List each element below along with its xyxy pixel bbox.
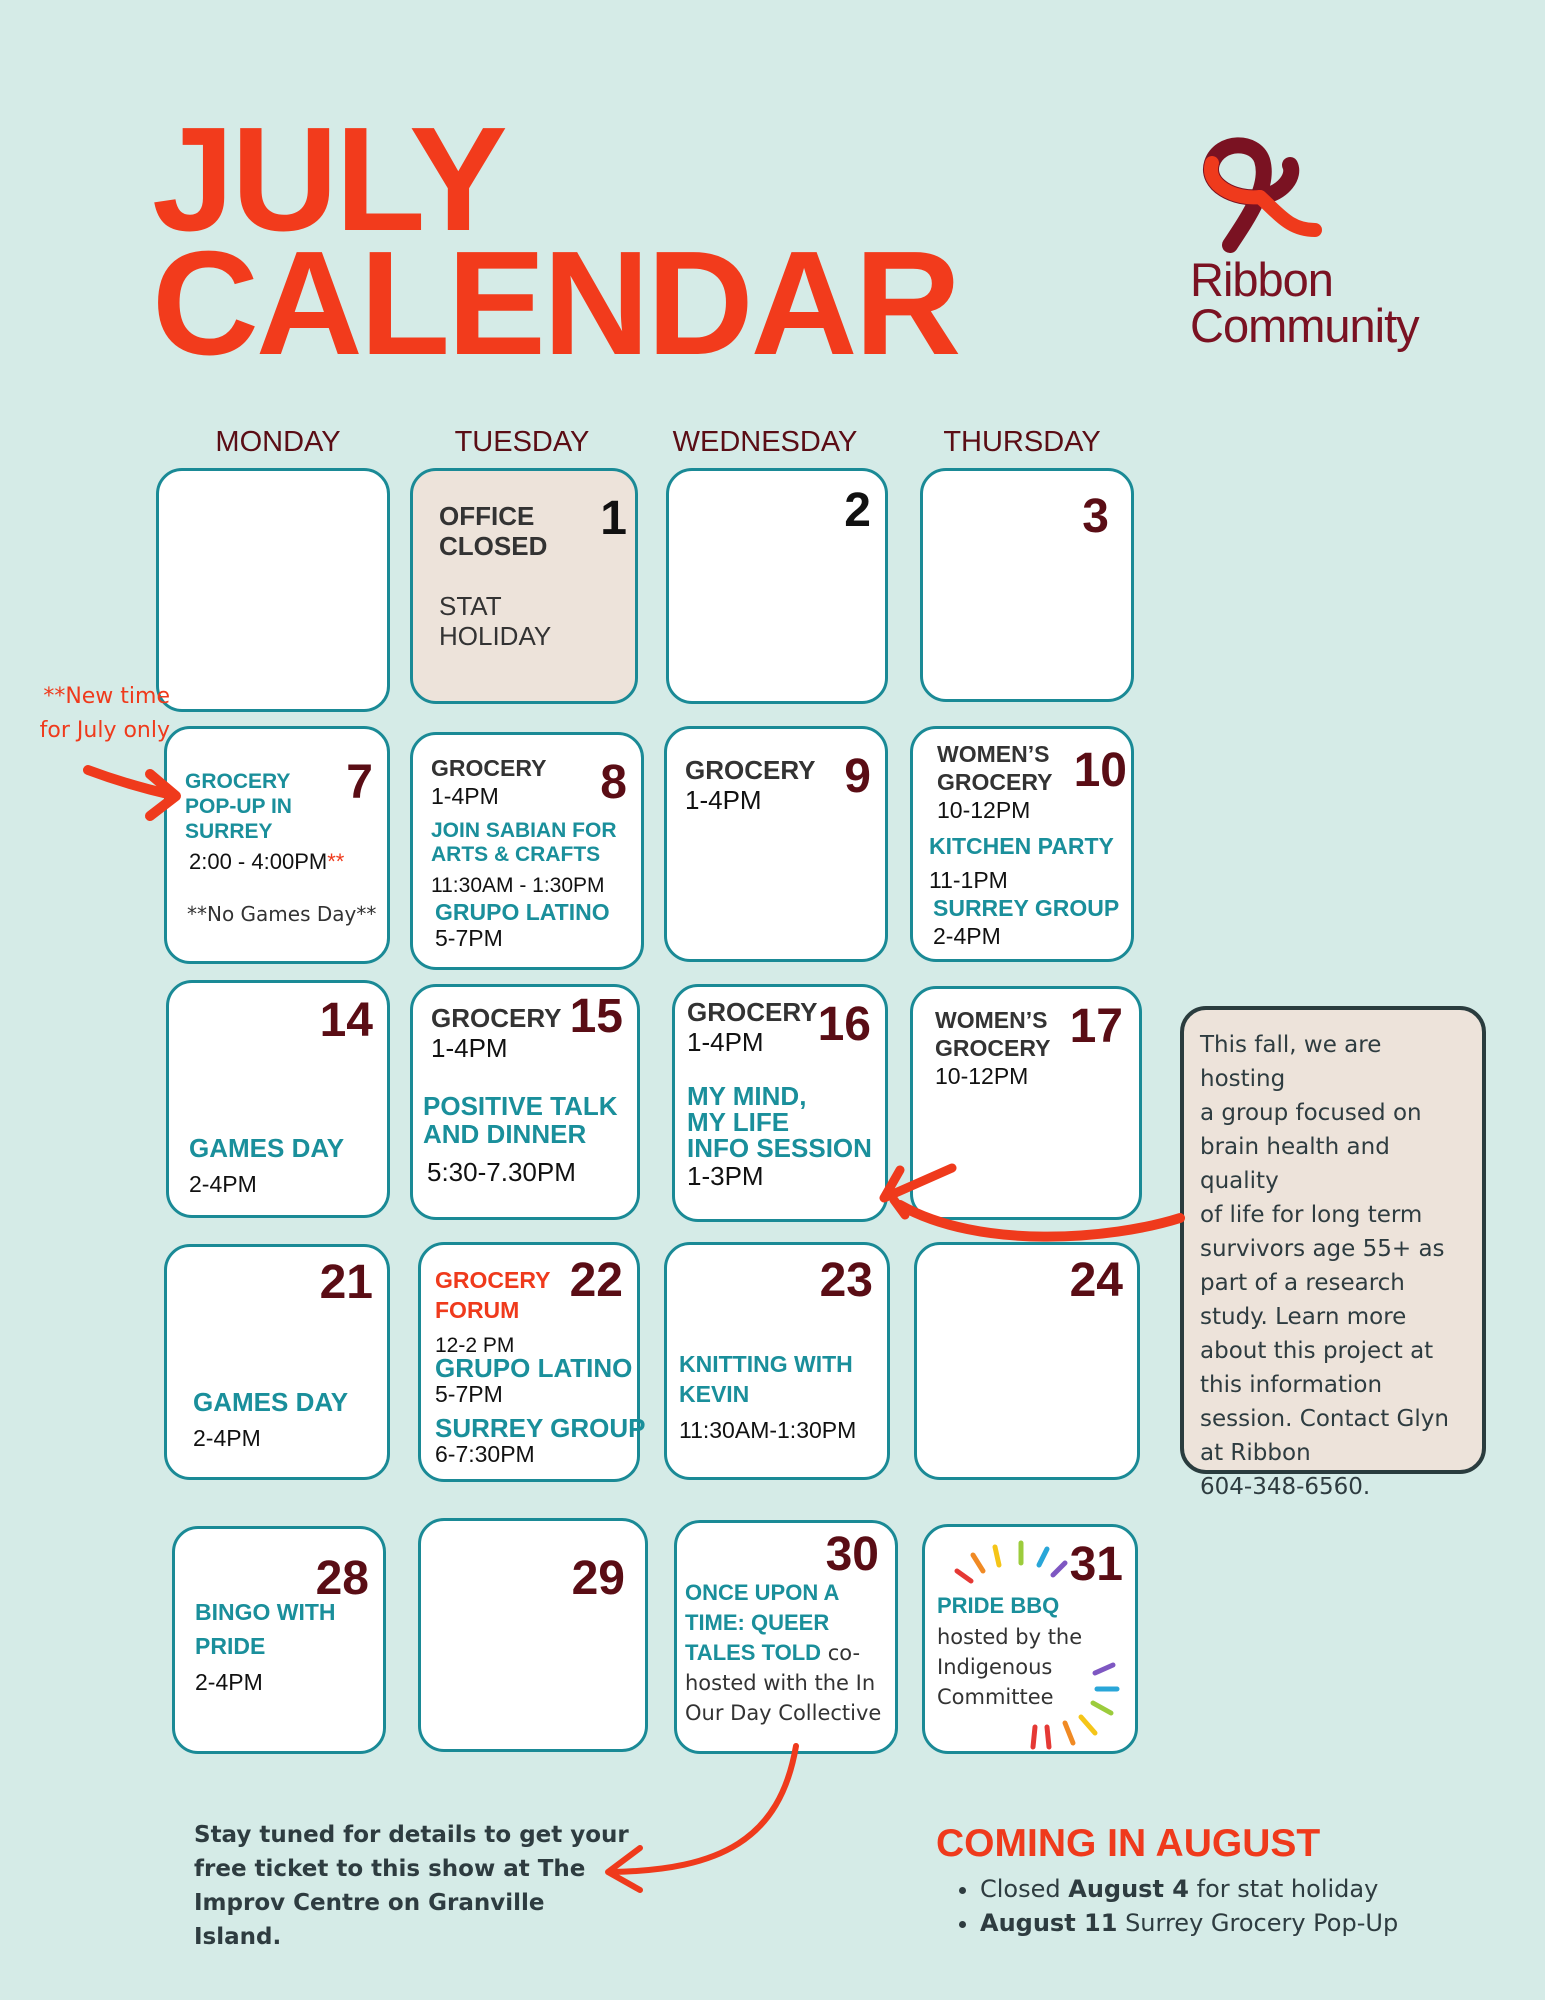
event-text: co- xyxy=(821,1641,861,1665)
calendar-cell-day-24 xyxy=(914,1242,1140,1480)
event-title: GROCERY xyxy=(185,770,291,793)
event-time: 2-4PM xyxy=(933,923,1001,949)
day-number: 3 xyxy=(1082,490,1109,543)
day-number: 31 xyxy=(1069,1538,1123,1591)
event-time: 1-4PM xyxy=(431,1033,508,1063)
calendar-cell-empty xyxy=(156,468,390,712)
event-time: 12-2 PM xyxy=(435,1334,515,1357)
calendar-cell-day-7 xyxy=(164,726,390,964)
event-title: AND DINNER xyxy=(423,1119,587,1149)
day-number: 30 xyxy=(825,1528,879,1581)
coming-item-text: Closed xyxy=(980,1875,1069,1903)
note-line: about this project at xyxy=(1200,1338,1434,1364)
note-line: this information xyxy=(1200,1372,1383,1398)
calendar-cell-day-8 xyxy=(410,732,644,970)
ribbon-logo-icon xyxy=(1190,135,1330,255)
day-number: 28 xyxy=(315,1552,369,1605)
note-line: at Ribbon xyxy=(1200,1440,1311,1466)
note-line: brain health and quality xyxy=(1200,1134,1390,1194)
event-title: KEVIN xyxy=(679,1381,750,1407)
event-time: 11:30AM-1:30PM xyxy=(679,1417,857,1443)
event-time: 10-12PM xyxy=(937,797,1031,823)
day-number: 8 xyxy=(600,756,627,809)
event-time: 5:30-7.30PM xyxy=(427,1157,576,1187)
event-title: GRUPO LATINO xyxy=(435,899,610,925)
cell-text: HOLIDAY xyxy=(439,621,552,651)
event-time: 1-4PM xyxy=(687,1027,764,1057)
event-title: JOIN SABIAN FOR xyxy=(431,819,617,842)
event-text: Committee xyxy=(937,1685,1054,1709)
event-title: PRIDE BBQ xyxy=(937,1593,1060,1618)
day-number: 21 xyxy=(319,1256,373,1309)
logo-text xyxy=(1190,253,1419,352)
calendar-cell-day-31 xyxy=(922,1524,1138,1754)
calendar-cell-day-10 xyxy=(910,726,1134,962)
event-title: POP-UP IN xyxy=(185,795,292,818)
coming-item-text: for stat holiday xyxy=(1189,1875,1379,1903)
note-line: 604-348-6560. xyxy=(1200,1474,1371,1500)
event-title: TIME: QUEER xyxy=(685,1610,830,1635)
event-time: 2:00 - 4:00PM xyxy=(189,849,328,874)
calendar-cell-day-28 xyxy=(172,1526,386,1754)
day-header-wednesday: WEDNESDAY xyxy=(672,426,858,458)
event-title: GROCERY xyxy=(685,755,816,785)
day-number: 22 xyxy=(569,1254,623,1307)
day-number: 15 xyxy=(569,990,623,1043)
event-title: GROCERY xyxy=(435,1267,551,1293)
ribbon-community-logo xyxy=(1190,135,1450,365)
event-title: GROCERY xyxy=(937,769,1053,795)
page-title xyxy=(152,97,959,386)
event-title: BINGO WITH xyxy=(195,1599,336,1625)
calendar-cell-day-1 xyxy=(410,468,638,704)
day-number: 23 xyxy=(819,1254,873,1307)
event-title: ARTS & CRAFTS xyxy=(431,843,601,866)
event-title: KNITTING WITH xyxy=(679,1351,853,1377)
day-number: 14 xyxy=(319,994,373,1047)
day-number: 7 xyxy=(346,756,373,809)
note-line: session. Contact Glyn xyxy=(1200,1406,1449,1432)
event-title: GROCERY xyxy=(935,1035,1051,1061)
calendar-cell-day-3 xyxy=(920,468,1134,702)
coming-item-text: Surrey Grocery Pop-Up xyxy=(1117,1909,1399,1937)
new-time-line: **New time xyxy=(43,684,170,709)
event-time: 11-1PM xyxy=(929,867,1008,893)
coming-list xyxy=(980,1872,1398,1940)
event-title: INFO SESSION xyxy=(687,1133,872,1163)
cell-text: STAT xyxy=(439,591,502,621)
event-title: GROCERY xyxy=(431,1003,562,1033)
calendar-cell-day-2 xyxy=(666,468,888,704)
title-line-july: JULY xyxy=(152,97,505,262)
logo-text-community: Community xyxy=(1190,299,1419,352)
event-time-mark: ** xyxy=(327,849,345,874)
event-time: 11:30AM - 1:30PM xyxy=(431,874,605,897)
calendar-cell-day-30 xyxy=(674,1520,898,1754)
calendar-cell-day-14 xyxy=(166,980,390,1218)
calendar-cell-day-23 xyxy=(664,1242,890,1480)
new-time-note xyxy=(20,680,170,748)
event-note: **No Games Day** xyxy=(187,902,377,926)
note-line: of life for long term xyxy=(1200,1202,1423,1228)
event-title: GAMES DAY xyxy=(193,1387,349,1417)
day-number: 9 xyxy=(844,750,871,803)
day-number: 2 xyxy=(844,484,871,537)
event-time: 5-7PM xyxy=(435,1381,503,1407)
note-line: part of a research xyxy=(1200,1270,1405,1296)
cell-text: OFFICE xyxy=(439,501,535,531)
calendar-cell-day-29 xyxy=(418,1518,648,1752)
event-time: 1-4PM xyxy=(685,785,762,815)
event-title: GAMES DAY xyxy=(189,1133,345,1163)
event-title: KITCHEN PARTY xyxy=(929,833,1114,859)
event-time: 1-4PM xyxy=(431,783,499,809)
event-title: MY MIND, xyxy=(687,1081,807,1111)
event-time: 6-7:30PM xyxy=(435,1441,535,1467)
event-title: SURREY GROUP xyxy=(435,1413,646,1443)
calendar-cell-day-22 xyxy=(418,1242,646,1482)
coming-item-date: August 11 xyxy=(980,1909,1118,1937)
event-text: Indigenous xyxy=(937,1655,1053,1679)
note-line: study. Learn more xyxy=(1200,1304,1407,1330)
note-line: a group focused on xyxy=(1200,1100,1422,1126)
day-number: 17 xyxy=(1069,1000,1123,1053)
event-title: SURREY xyxy=(185,820,273,843)
coming-in-august-title: COMING IN AUGUST xyxy=(936,1822,1321,1865)
title-line-calendar: CALENDAR xyxy=(152,221,959,386)
event-text: hosted with the In xyxy=(685,1671,876,1695)
day-number: 24 xyxy=(1069,1254,1123,1307)
day-number: 16 xyxy=(817,998,871,1051)
day-header-monday: MONDAY xyxy=(215,426,341,458)
event-time: 2-4PM xyxy=(193,1425,261,1451)
day-number: 29 xyxy=(571,1552,625,1605)
event-text: hosted by the xyxy=(937,1625,1083,1649)
event-title: ONCE UPON A xyxy=(685,1580,840,1605)
event-title: SURREY GROUP xyxy=(933,895,1120,921)
calendar-cell-day-15 xyxy=(410,984,640,1220)
event-title: GRUPO LATINO xyxy=(435,1353,633,1383)
stay-tuned-line: free ticket to this show at The xyxy=(194,1856,586,1882)
day-number: 10 xyxy=(1073,744,1127,797)
event-title: GROCERY xyxy=(431,755,547,781)
event-title: MY LIFE xyxy=(687,1107,790,1137)
event-title: WOMEN’S xyxy=(937,741,1050,767)
event-text: Our Day Collective xyxy=(685,1701,882,1725)
logo-text-ribbon: Ribbon xyxy=(1190,253,1333,306)
event-title: PRIDE xyxy=(195,1633,266,1659)
event-time: 2-4PM xyxy=(189,1171,257,1197)
new-time-line: for July only xyxy=(39,718,170,743)
coming-item xyxy=(980,1906,1398,1940)
calendar-cell-day-16 xyxy=(672,984,888,1222)
event-title: POSITIVE TALK xyxy=(423,1091,618,1121)
event-title: TALES TOLD xyxy=(685,1640,822,1665)
cell-text: CLOSED xyxy=(439,531,548,561)
note-line: survivors age 55+ as xyxy=(1200,1236,1445,1262)
event-time: 10-12PM xyxy=(935,1063,1029,1089)
calendar-cell-day-9 xyxy=(664,726,888,962)
info-session-note xyxy=(1180,1006,1486,1500)
day-header-tuesday: TUESDAY xyxy=(454,426,590,458)
stay-tuned-line: Improv Centre on Granville Island. xyxy=(194,1890,545,1950)
calendar-cell-day-21 xyxy=(164,1244,390,1480)
event-time: 2-4PM xyxy=(195,1669,263,1695)
stay-tuned-line: Stay tuned for details to get your xyxy=(194,1822,629,1848)
note-line: This fall, we are hosting xyxy=(1200,1032,1382,1092)
event-time: 1-3PM xyxy=(687,1161,764,1191)
day-header-thursday: THURSDAY xyxy=(943,426,1101,458)
coming-item xyxy=(980,1872,1398,1906)
event-time: 5-7PM xyxy=(435,925,503,951)
event-title: FORUM xyxy=(435,1297,520,1323)
coming-item-date: August 4 xyxy=(1068,1875,1189,1903)
calendar-cell-day-17 xyxy=(910,986,1142,1220)
event-title: WOMEN’S xyxy=(935,1007,1048,1033)
day-number: 1 xyxy=(600,492,627,545)
stay-tuned-note xyxy=(194,1818,634,1954)
event-title: GROCERY xyxy=(687,997,818,1027)
